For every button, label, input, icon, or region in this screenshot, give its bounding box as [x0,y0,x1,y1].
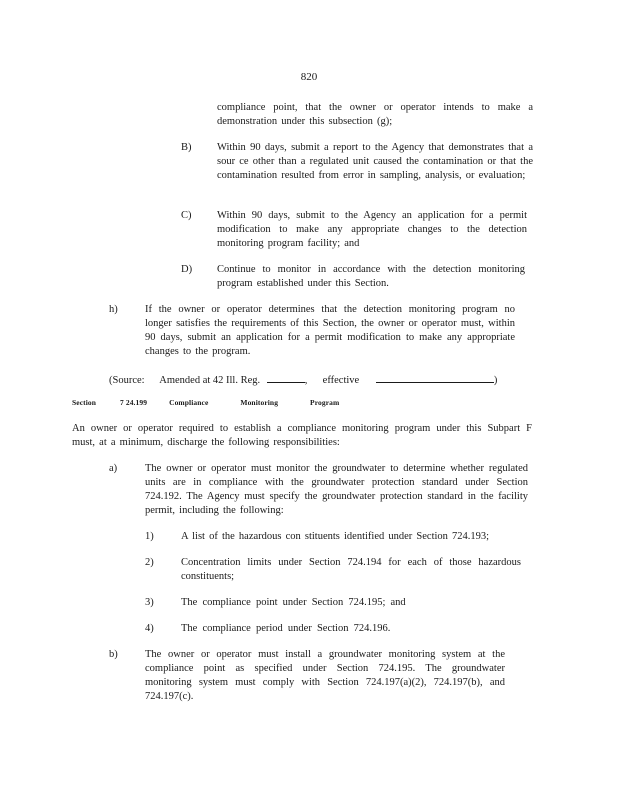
continued-fragment: compliance point, that the owner or operator intends to make a demonstration under this subsection (g); [217,102,533,127]
item-label-c: C) [181,210,192,221]
source-close: ) [493,375,498,386]
item-label-d: D) [181,264,193,275]
sub-item-label-4: 4) [145,623,154,634]
source-prefix: (Source: [109,375,145,386]
source-comma: , [304,375,308,386]
item-label-a: a) [109,463,118,474]
item-label-b: b) [109,649,118,660]
section-title-word-2: Monitoring [240,398,279,407]
item-text-b-upper: Within 90 days, submit a report to the Agency that demonstrates that a sour ce other than a regulated unit caused the contamination or that the contamination resulted from error in sampling, analysis, or evaluation; [217,142,533,181]
page-number: 820 [300,71,318,83]
item-text-d: Continue to monitor in accordance with the detection monitoring program established under this Section. [217,264,525,289]
source-amended: Amended at 42 Ill. Reg. [159,375,261,386]
sub-item-label-1: 1) [145,531,154,542]
register-number-blank [267,371,305,383]
source-effective: effective [322,375,360,386]
sub-item-text-4: The compliance period under Section 724.196. [181,623,391,634]
section-title-word-1: Compliance [169,398,209,407]
effective-date-blank [376,371,494,383]
item-text-b: The owner or operator must install a groundwater monitoring system at the compliance point as specified under Section 724.195. The groundwater monitoring system must comply with Section 724.197(a)(2), 724.197(b), and 724.197(c). [145,649,505,702]
section-number: 7 24.199 [120,398,148,407]
sub-item-label-3: 3) [145,597,154,608]
item-label-h: h) [109,304,118,315]
item-text-h: If the owner or operator determines that the detection monitoring program no longer satisfies the requirements of this Section, the owner or operator must, within 90 days, submit an application for a permit modification to make any appropriate changes to the program. [145,304,515,357]
section-intro: An owner or operator required to establish a compliance monitoring program under this Subpart F must, at a minimum, discharge the following responsibilities: [72,423,532,448]
sub-item-text-3: The compliance point under Section 724.195; and [181,597,406,608]
item-label-b-upper: B) [181,142,192,153]
source-note [109,371,529,388]
item-text-a: The owner or operator must monitor the groundwater to determine whether regulated units are in compliance with the groundwater protection standard under Section 724.192. The Agency must specify the groundwater protection standard in the facility permit, including the following: [145,463,528,516]
section-title-word-3: Program [310,398,340,407]
section-heading [72,398,361,407]
sub-item-label-2: 2) [145,557,154,568]
section-word: Section [72,398,97,407]
item-text-c: Within 90 days, submit to the Agency an application for a permit modification to make any appropriate changes to the detection monitoring program facility; and [217,210,527,249]
sub-item-text-2: Concentration limits under Section 724.194 for each of those hazardous constituents; [181,557,521,582]
sub-item-text-1: A list of the hazardous con stituents identified under Section 724.193; [181,531,490,542]
